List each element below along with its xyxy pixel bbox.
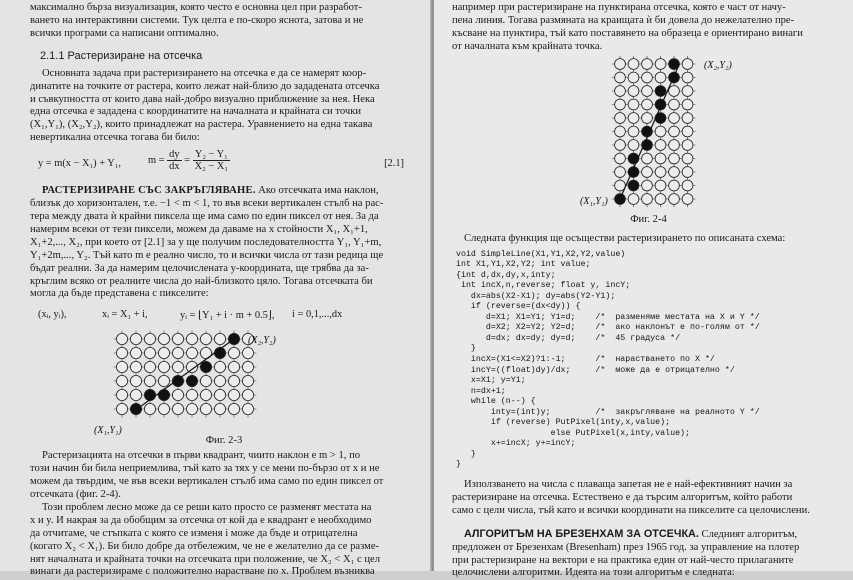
empty-pixel [669,139,680,150]
code-line: x=X1; y=Y1; [470,376,526,386]
figure-2-3 [30,329,418,435]
filled-pixel [655,85,666,96]
empty-pixel [186,404,197,415]
empty-pixel [158,348,169,359]
text-line: растеризиране на отсечка. Естествено е да търсим алгоритъм, който работи [452,491,793,503]
empty-pixel [158,376,169,387]
code-listing [456,250,845,471]
empty-pixel [200,334,211,345]
empty-pixel [615,112,626,123]
code-line: d=X2; X2=Y2; Y2=d; /* ако наклонът е по-голям от */ [485,323,760,333]
empty-pixel [655,139,666,150]
empty-pixel [615,58,626,69]
empty-pixel [116,376,127,387]
filled-pixel [186,376,197,387]
code-line: int incX,n,reverse; float y, incY; [460,281,631,291]
empty-pixel [214,376,225,387]
empty-pixel [642,72,653,83]
code-line: while (n--) { [470,397,536,407]
empty-pixel [628,126,639,137]
text-line: една отсечка е зададена с координатите на началната и крайната си точки [30,106,362,118]
empty-pixel [116,362,127,373]
empty-pixel [116,334,127,345]
empty-pixel [242,404,253,415]
text-line: от началната към крайната точка. [452,40,603,52]
empty-pixel [144,376,155,387]
code-line: n=dx+1; [470,386,506,396]
text-line: нят началната и крайната точки на отсечката при положение, че X₂ < X₁ с цел [30,553,381,565]
text-line: динатите на точките от растера, които лежат най-близо до зададената отсечка [30,80,380,92]
text-line: Основната задача при растеризирането на отсечка е да се намерят коор- [42,67,367,79]
text-line: и съвкупността от които дава най-добро визуално приближение за нея. Нека [30,93,375,105]
paragraph-3 [30,450,418,502]
dy-dx-fraction: $\frac{dy}{dx}$ [169,149,180,173]
empty-pixel [172,362,183,373]
text-line: X₁+2,..., X₂, при което от [2.1] за y ще получим последователността Y₁, Y₁+m, [30,236,382,248]
text-line: Използването на числа с плаваща запетая не е най-ефективният начин за [464,479,793,491]
empty-pixel [228,362,239,373]
code-line: void SimpleLine(X1,Y1,X2,Y2,value) [456,249,626,259]
empty-pixel [242,362,253,373]
text-line: късване на пунктира, тъй като поставянето на образеца е ориентирано винаги [452,27,803,39]
formula-part: i = 0,1,...,dx [292,309,343,321]
raster-grid-figure-3 [30,329,418,435]
paragraph-heading: РАСТЕРИЗИРАНЕ СЪС ЗАКРЪГЛЯВАНЕ. [42,185,256,197]
text-line: този начин би била неприемлива, тъй като за тях y се мени по-бързо от x и не [30,463,380,475]
empty-pixel [682,99,693,110]
empty-pixel [642,153,653,164]
right-page [434,0,853,579]
text-line: бъдат реални. За да намерим целочислената y-координата, ще трябва да за- [30,262,369,274]
paragraph-1 [30,68,418,145]
text-line: РАСТЕРИЗИРАНЕ СЪС ЗАКРЪГЛЯВАНЕ. Ако отсечката има наклон, [42,185,379,197]
text-line: кръглим всяко от реалните числа до най-близкото цяло. Тогава отсечката би [30,275,373,287]
empty-pixel [242,376,253,387]
start-point-label: (X₁,Y₁) [580,195,608,207]
empty-pixel [172,404,183,415]
text-line: можем да твърдим, че във всеки вертикален стълб има само по един пиксел от [30,476,384,488]
filled-pixel [628,180,639,191]
text-line: АЛГОРИТЪМ НА БРЕЗЕНХАМ ЗА ОТСЕЧКА. Следният алгоритъм, [464,527,798,540]
empty-pixel [615,153,626,164]
empty-pixel [186,390,197,401]
empty-pixel [214,334,225,345]
figure-2-4 [452,54,845,214]
text-line: предложен от Брезенхам (Bresenham) през 1965 год. за управление на плотер [452,541,800,553]
empty-pixel [682,193,693,204]
empty-pixel [669,99,680,110]
empty-pixel [228,404,239,415]
empty-pixel [642,180,653,191]
code-line: incX=(X1<=X2)?1:-1; /* нарастването по X */ [470,355,715,364]
raster-grid-figure-4 [452,54,842,214]
paragraph-3 [452,479,845,518]
empty-pixel [628,193,639,204]
code-line: dx=abs(X2-X1); dy=abs(Y2-Y1); [470,291,616,301]
empty-pixel [628,99,639,110]
text-line: Следната функция ще осъществи растеризирането по описаната схема: [464,232,786,244]
section-title: 2.1.1 Растеризиране на отсечка [40,49,203,62]
text-line: тера между двата ѝ крайни пиксела ще има само по един пиксел от нея. За да [30,210,379,222]
figure-caption: Фиг. 2-4 [630,213,667,225]
text-line: само с цели числа, тъй като и всички координати на пикселите са целочислени. [452,504,810,516]
code-line: } [470,344,476,354]
empty-pixel [172,348,183,359]
empty-pixel [682,126,693,137]
empty-pixel [682,112,693,123]
code-line: } [456,460,461,470]
text-line: целочислени алгоритми. Идеята на този алгоритъм е следната: [452,567,735,579]
text-line: например при растеризиране на пунктирана отсечка, която е част от начу- [452,2,786,13]
text-line: Растеризацията на отсечки в първи квадрант, чиито наклон е m > 1, по [42,450,361,462]
empty-pixel [669,193,680,204]
code-line: int X1,Y1,X2,Y2; int value; [456,260,591,270]
empty-pixel [116,404,127,415]
text-line: да отчитаме, че стъпката с която се изменя i може да бъде и отрицателна [30,527,358,539]
empty-pixel [144,348,155,359]
code-line: inty=(int)y; /* закръгляване на реалното Y */ [490,407,760,417]
code-line: else PutPixel(x,inty,value); [550,428,691,438]
empty-pixel [669,153,680,164]
empty-pixel [615,126,626,137]
paragraph-4 [452,528,845,580]
code-line: d=X1; X1=Y1; Y1=d; /* разменяме местата на X и Y */ [485,312,760,322]
text-line: максимално бърза визуализация, която често е основна цел при разработ- [30,2,362,13]
empty-pixel [144,404,155,415]
end-point-label: (X₂,Y₂) [704,59,732,71]
empty-pixel [144,362,155,373]
empty-pixel [655,180,666,191]
empty-pixel [669,112,680,123]
empty-pixel [200,404,211,415]
empty-pixel [642,166,653,177]
paragraph-1 [452,2,845,54]
empty-pixel [655,72,666,83]
empty-pixel [130,390,141,401]
text-line: могла да бъде представена с пикселите: [30,288,209,300]
text-line: (когато X₂ < X₁). Би било добре да отбележим, че не е желателно да се разме- [30,540,380,552]
code-line: d=dx; dx=dy; dy=d; /* 45 градуса */ [485,333,681,343]
empty-pixel [642,193,653,204]
empty-pixel [116,390,127,401]
paragraph-4 [30,502,418,579]
text-line: при растеризиране на вектори е на практика един от най-често прилаганите [452,554,794,566]
empty-pixel [628,72,639,83]
paragraph-2 [30,185,418,301]
formula-pixels [30,307,418,325]
empty-pixel [655,153,666,164]
empty-pixel [669,85,680,96]
empty-pixel [682,85,693,96]
empty-pixel [158,404,169,415]
formula-part: xᵢ = X₁ + i, [102,309,148,321]
empty-pixel [615,139,626,150]
text-line: намерим всеки от тези пиксели, можем да даваме на x стойности X₁, X₁+1, [30,223,368,235]
empty-pixel [655,58,666,69]
empty-pixel [130,334,141,345]
text-line: отсечката (фиг. 2-4). [30,489,121,501]
formula-part: yᵢ = ⌊Y₁ + i · m + 0.5⌋, [180,310,275,322]
empty-pixel [228,376,239,387]
empty-pixel [642,99,653,110]
text-line: близък до хоризонтален, т.е. −1 < m < 1, то във всеки вертикален стълб на рас- [30,198,384,210]
intro-text [30,2,418,41]
empty-pixel [200,376,211,387]
code-line: {int d,dx,dy,x,inty; [456,270,556,280]
end-point-label: (X₂,Y₂) [248,335,276,347]
empty-pixel [682,72,693,83]
empty-pixel [682,166,693,177]
empty-pixel [615,72,626,83]
empty-pixel [186,334,197,345]
code-line: incY=((float)dy)/dx; /* може да е отрицателно */ [470,365,735,375]
paragraph-heading: АЛГОРИТЪМ НА БРЕЗЕНХАМ ЗА ОТСЕЧКА. [464,527,699,540]
text-line: пена линия. Тогава размяната на краищата ѝ би довела до нежелателно пре- [452,14,795,26]
empty-pixel [116,348,127,359]
empty-pixel [655,126,666,137]
empty-pixel [642,112,653,123]
empty-pixel [682,153,693,164]
filled-pixel [200,362,211,373]
empty-pixel [655,193,666,204]
empty-pixel [628,112,639,123]
text-line: всички програми са написани оптимално. [30,27,219,39]
empty-pixel [682,139,693,150]
equation-number: [2.1] [384,158,404,170]
empty-pixel [642,85,653,96]
empty-pixel [628,139,639,150]
empty-pixel [682,58,693,69]
empty-pixel [242,348,253,359]
empty-pixel [200,390,211,401]
text-line: (X₁,Y₁), (X₂,Y₂), които принадлежат на растера. Уравнението на една такава [30,119,373,131]
slope-fraction: $\frac{\text{Y₂ − Y₁}}{\text{X₂ − X₁}}$ [194,149,228,173]
empty-pixel [669,166,680,177]
filled-pixel [158,390,169,401]
formula-2-1 [30,149,418,179]
code-line: if (reverse) PutPixel(inty,x,value); [490,418,671,428]
line-equation: y = m(x − X₁) + Y₁, [38,158,122,170]
empty-pixel [615,85,626,96]
empty-pixel [130,362,141,373]
start-point-label: (X₁,Y₁) [94,425,122,437]
empty-pixel [628,85,639,96]
text-line: невертикална отсечка тогава би било: [30,132,200,144]
empty-pixel [669,126,680,137]
filled-pixel [144,390,155,401]
empty-pixel [682,180,693,191]
empty-pixel [615,166,626,177]
text-line: Y₁+2m,..., Y₂. Тъй като m е реално число, то и всички числа от тази редица ще [30,249,384,261]
empty-pixel [158,334,169,345]
empty-pixel [214,404,225,415]
empty-pixel [158,362,169,373]
empty-pixel [228,348,239,359]
text-line: ването на интерактивни системи. Тук целта е по-скоро яснота, затова и не [30,14,364,26]
empty-pixel [130,376,141,387]
empty-pixel [172,390,183,401]
empty-pixel [642,58,653,69]
empty-pixel [144,334,155,345]
figure-caption: Фиг. 2-3 [205,435,243,447]
code-line: if (reverse=(dx<dy)) { [470,302,581,312]
empty-pixel [228,390,239,401]
text-line: Този проблем лесно може да се реши като просто се разменят местата на [42,501,372,513]
empty-pixel [628,58,639,69]
empty-pixel [242,390,253,401]
empty-pixel [655,166,666,177]
formula-part: (xᵢ, yᵢ), [38,309,67,321]
code-line: } [470,449,476,459]
empty-pixel [669,180,680,191]
empty-pixel [186,348,197,359]
empty-pixel [172,334,183,345]
slope-equation: m = $\frac{dy}{dx}$ = $\frac{\text{Y₂ − Y₁}}{\text{X₂ − X₁}}$ [148,149,228,173]
text-line: x и y. И накрая за да обобщим за отсечка от кой да е квадрант е необходимо [30,514,372,526]
text-line: винаги да растеризираме с положително нарастване по x. Проблем възниква [30,566,375,578]
empty-pixel [130,348,141,359]
filled-pixel [130,404,141,415]
code-line: x+=incX; y+=incY; [490,439,576,449]
empty-pixel [214,362,225,373]
empty-pixel [615,99,626,110]
empty-pixel [214,390,225,401]
